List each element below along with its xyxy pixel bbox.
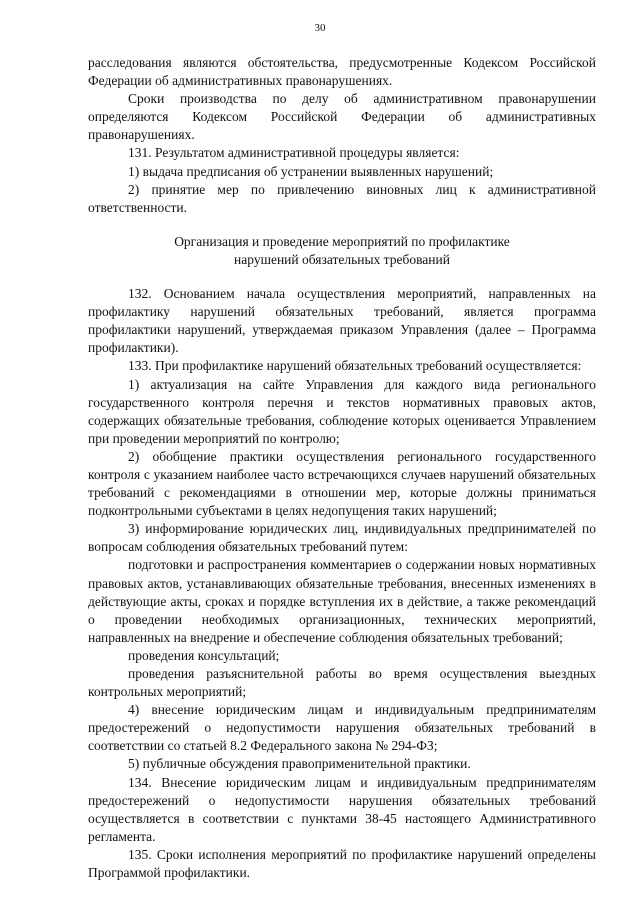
section-heading-line: Организация и проведение мероприятий по профилактике	[174, 233, 510, 249]
paragraph: 131. Результатом административной процедуры является:	[128, 145, 460, 161]
list-item: 1) актуализация на сайте Управления для каждого вида регионального государственного контроля перечня и текстов нормативных правовых актов, содержащих обязательные требования, соблюдение которых оценивается Управлением при проведении мероприятий по контролю;	[88, 376, 596, 446]
sub-list-item: подготовки и распространения комментариев о содержании новых нормативных правовых актов, устанавливающих обязательные требования, внесенных изменениях в действующие акты, сроках и порядке вступления их в действие, а также рекомендаций о проведении необходимых организационных, технических мероприятий, направленных на внедрение и обеспечение соблюдения обязательных требований;	[88, 557, 596, 645]
section-heading-line: нарушений обязательных требований	[234, 251, 450, 267]
paragraph: Сроки производства по делу об административном правонарушении определяются Кодексом Российской Федерации об административных правонарушениях.	[88, 91, 596, 143]
paragraph: расследования являются обстоятельства, предусмотренные Кодексом Российской Федерации об административных правонарушениях.	[88, 55, 596, 89]
paragraph: 133. При профилактике нарушений обязательных требований осуществляется:	[128, 358, 582, 374]
paragraph: 134. Внесение юридическим лицам и индивидуальным предпринимателям предостережений о недопустимости нарушения обязательных требований осуществляется в соответствии с пунктами 38-45 настоящего Административного регламента.	[88, 774, 596, 844]
sub-list-item: проведения консультаций;	[128, 647, 280, 663]
page-number: 30	[314, 22, 326, 34]
list-item: 5) публичные обсуждения правоприменительной практики.	[128, 756, 471, 772]
list-item: 4) внесение юридическим лицам и индивидуальным предпринимателям предостережений о недопустимости нарушения обязательных требований в соответствии со статьей 8.2 Федерального закона № 294-ФЗ;	[88, 702, 596, 754]
list-item: 1) выдача предписания об устранении выявленных нарушений;	[128, 163, 494, 179]
list-item: 3) информирование юридических лиц, индивидуальных предпринимателей по вопросам соблюдения обязательных требований путем:	[88, 521, 596, 555]
sub-list-item: проведения разъяснительной работы во время осуществления выездных контрольных мероприятий;	[88, 666, 596, 700]
paragraph: 132. Основанием начала осуществления мероприятий, направленных на профилактику нарушений обязательных требований, является программа профилактики нарушений, утверждаемая приказом Управления (далее – Программа профилактики).	[88, 286, 596, 356]
list-item: 2) принятие мер по привлечению виновных лиц к административной ответственности.	[88, 181, 596, 215]
document-body	[88, 54, 596, 882]
section-heading	[88, 233, 596, 269]
list-item: 2) обобщение практики осуществления регионального государственного контроля с указанием наиболее часто встречающихся случаев нарушений обязательных требований с рекомендациями в отношении мер, которые должны приниматься подконтрольными субъектами в целях недопущения таких нарушений;	[88, 448, 596, 519]
paragraph: 135. Сроки исполнения мероприятий по профилактике нарушений определены Программой профилактики.	[88, 846, 596, 881]
